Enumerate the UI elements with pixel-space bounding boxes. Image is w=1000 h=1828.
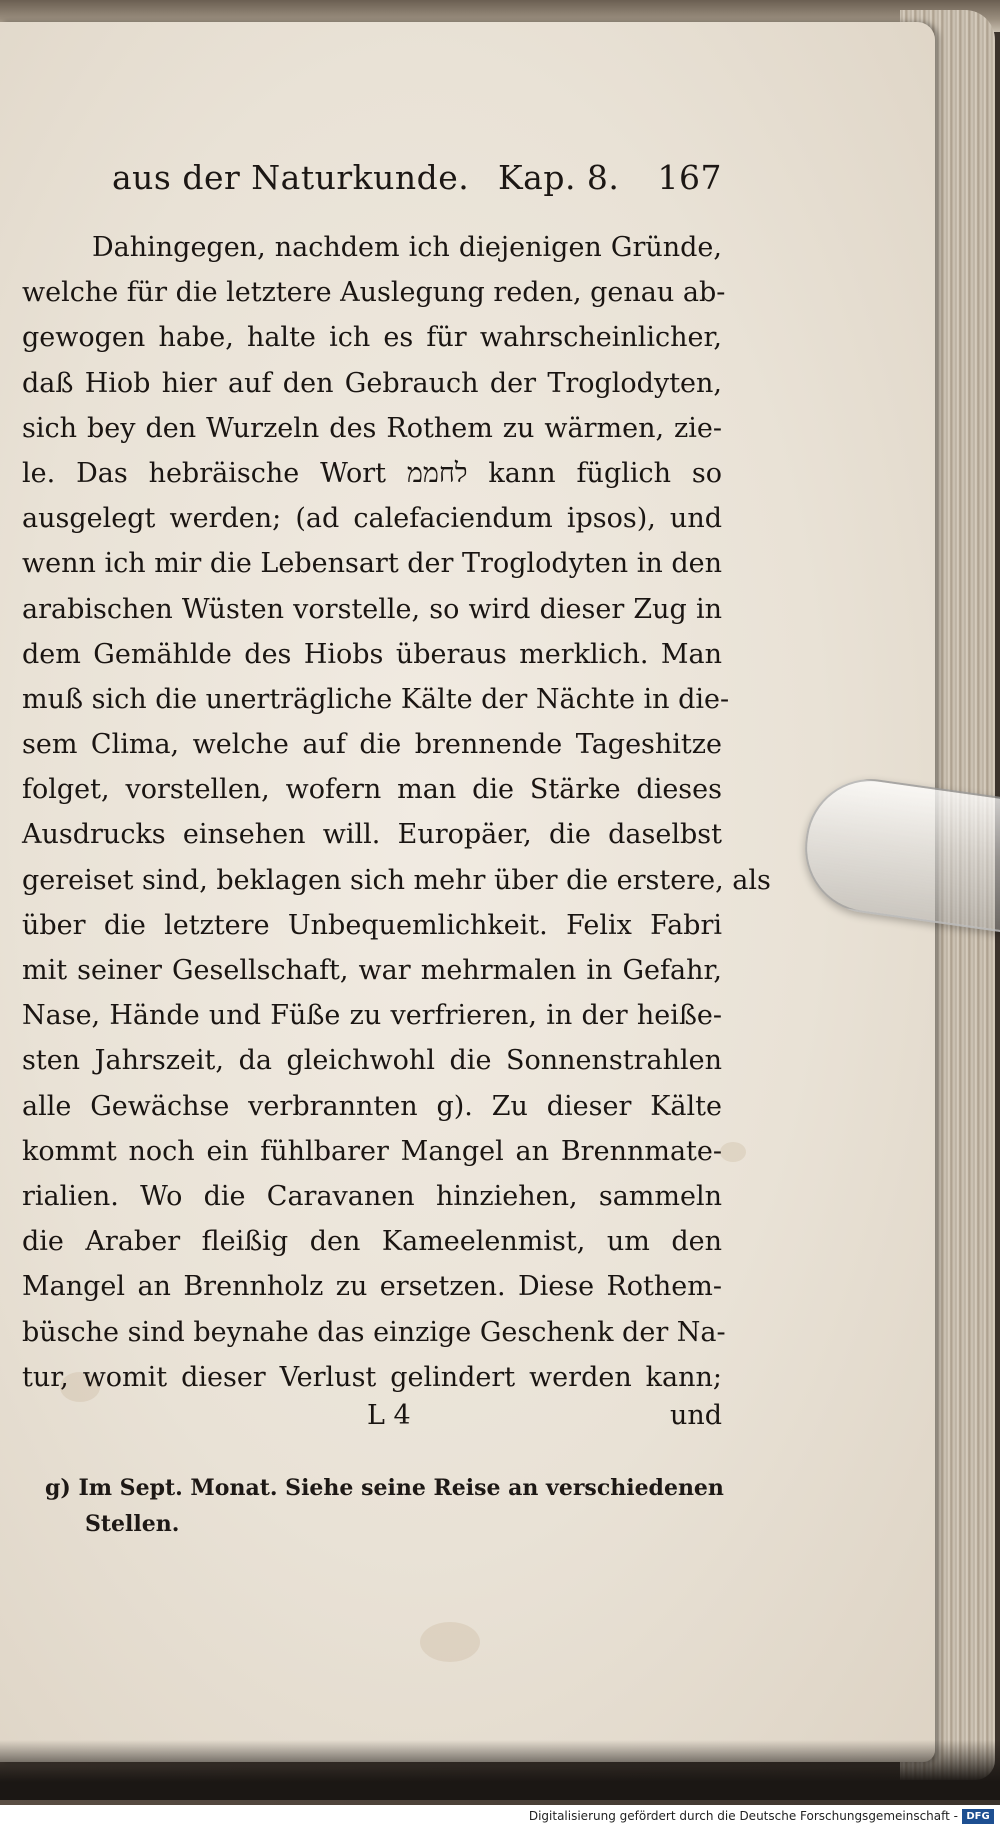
catchword: und: [669, 1400, 722, 1431]
text-line: sten Jahrszeit, da gleichwohl die Sonnenstrahlen: [22, 1045, 722, 1077]
text-line: daß Hiob hier auf den Gebrauch der Troglodyten,: [22, 367, 722, 399]
text-line: dem Gemählde des Hiobs überaus merklich. Man: [22, 638, 722, 670]
footnote-line: g) Im Sept. Monat. Siehe seine Reise an verschiedenen: [45, 1475, 724, 1501]
text-line: folget, vorstellen, wofern man die Stärke dieses: [22, 774, 722, 806]
text-line: sem Clima, welche auf die brennende Tageshitze: [22, 729, 722, 761]
text-line: büsche sind beynahe das einzige Geschenk der Na-: [22, 1316, 726, 1348]
text-line: ausgelegt werden; (ad calefaciendum ipsos), und: [22, 503, 722, 535]
running-head-title: aus der Naturkunde.: [112, 158, 470, 197]
running-head-chapter: Kap. 8.: [498, 158, 620, 197]
text-line: rialien. Wo die Caravanen hinziehen, sammeln: [22, 1180, 722, 1212]
bottom-shadow: [0, 1740, 1000, 1800]
text-line: sich bey den Wurzeln des Rothem zu wärmen, zie-: [22, 412, 722, 444]
text-line: tur, womit dieser Verlust gelindert werden kann;: [22, 1361, 722, 1393]
signature-row: [22, 1400, 722, 1445]
dfg-logo-icon: DFG: [962, 1809, 994, 1824]
text-line: alle Gewächse verbrannten g). Zu dieser Kälte: [22, 1090, 722, 1122]
text-line: wenn ich mir die Lebensart der Troglodyten in den: [22, 548, 722, 580]
text-line: muß sich die unerträgliche Kälte der Nächte in die-: [22, 683, 730, 715]
footnote-line: Stellen.: [85, 1511, 180, 1537]
text-line: über die letztere Unbequemlichkeit. Felix Fabri: [22, 909, 722, 941]
text-line: gewogen habe, halte ich es für wahrscheinlicher,: [22, 322, 722, 354]
credit-text: Digitalisierung gefördert durch die Deutsche Forschungsgemeinschaft -: [528, 1809, 958, 1823]
paper-stain: [720, 1142, 746, 1162]
text-line: die Araber fleißig den Kameelenmist, um den: [22, 1226, 722, 1258]
text-line: arabischen Wüsten vorstelle, so wird dieser Zug in: [22, 593, 722, 625]
text-line: mit seiner Gesellschaft, war mehrmalen in Gefahr,: [22, 955, 722, 986]
page-number: 167: [657, 158, 722, 197]
signature-mark: L 4: [367, 1400, 411, 1431]
paper-stain: [420, 1622, 480, 1662]
text-line: Mangel an Brennholz zu ersetzen. Diese Rothem-: [22, 1271, 722, 1303]
footnote: [45, 1470, 725, 1542]
text-line: Dahingegen, nachdem ich diejenigen Gründe,: [92, 232, 722, 263]
body-text: [22, 225, 771, 1400]
text-line: Ausdrucks einsehen will. Europäer, die daselbst: [22, 819, 722, 851]
text-line: le. Das hebräische Wort לחממ kann füglich so: [22, 457, 723, 489]
text-line: gereiset sind, beklagen sich mehr über die erstere, als: [22, 864, 771, 896]
credit-bar: [0, 1805, 1000, 1828]
text-line: Nase, Hände und Füße zu verfrieren, in der heiße-: [22, 1000, 722, 1032]
text-line: kommt noch ein fühlbarer Mangel an Brennmate-: [22, 1135, 722, 1167]
text-line: welche für die letztere Auslegung reden, genau ab-: [22, 277, 726, 309]
